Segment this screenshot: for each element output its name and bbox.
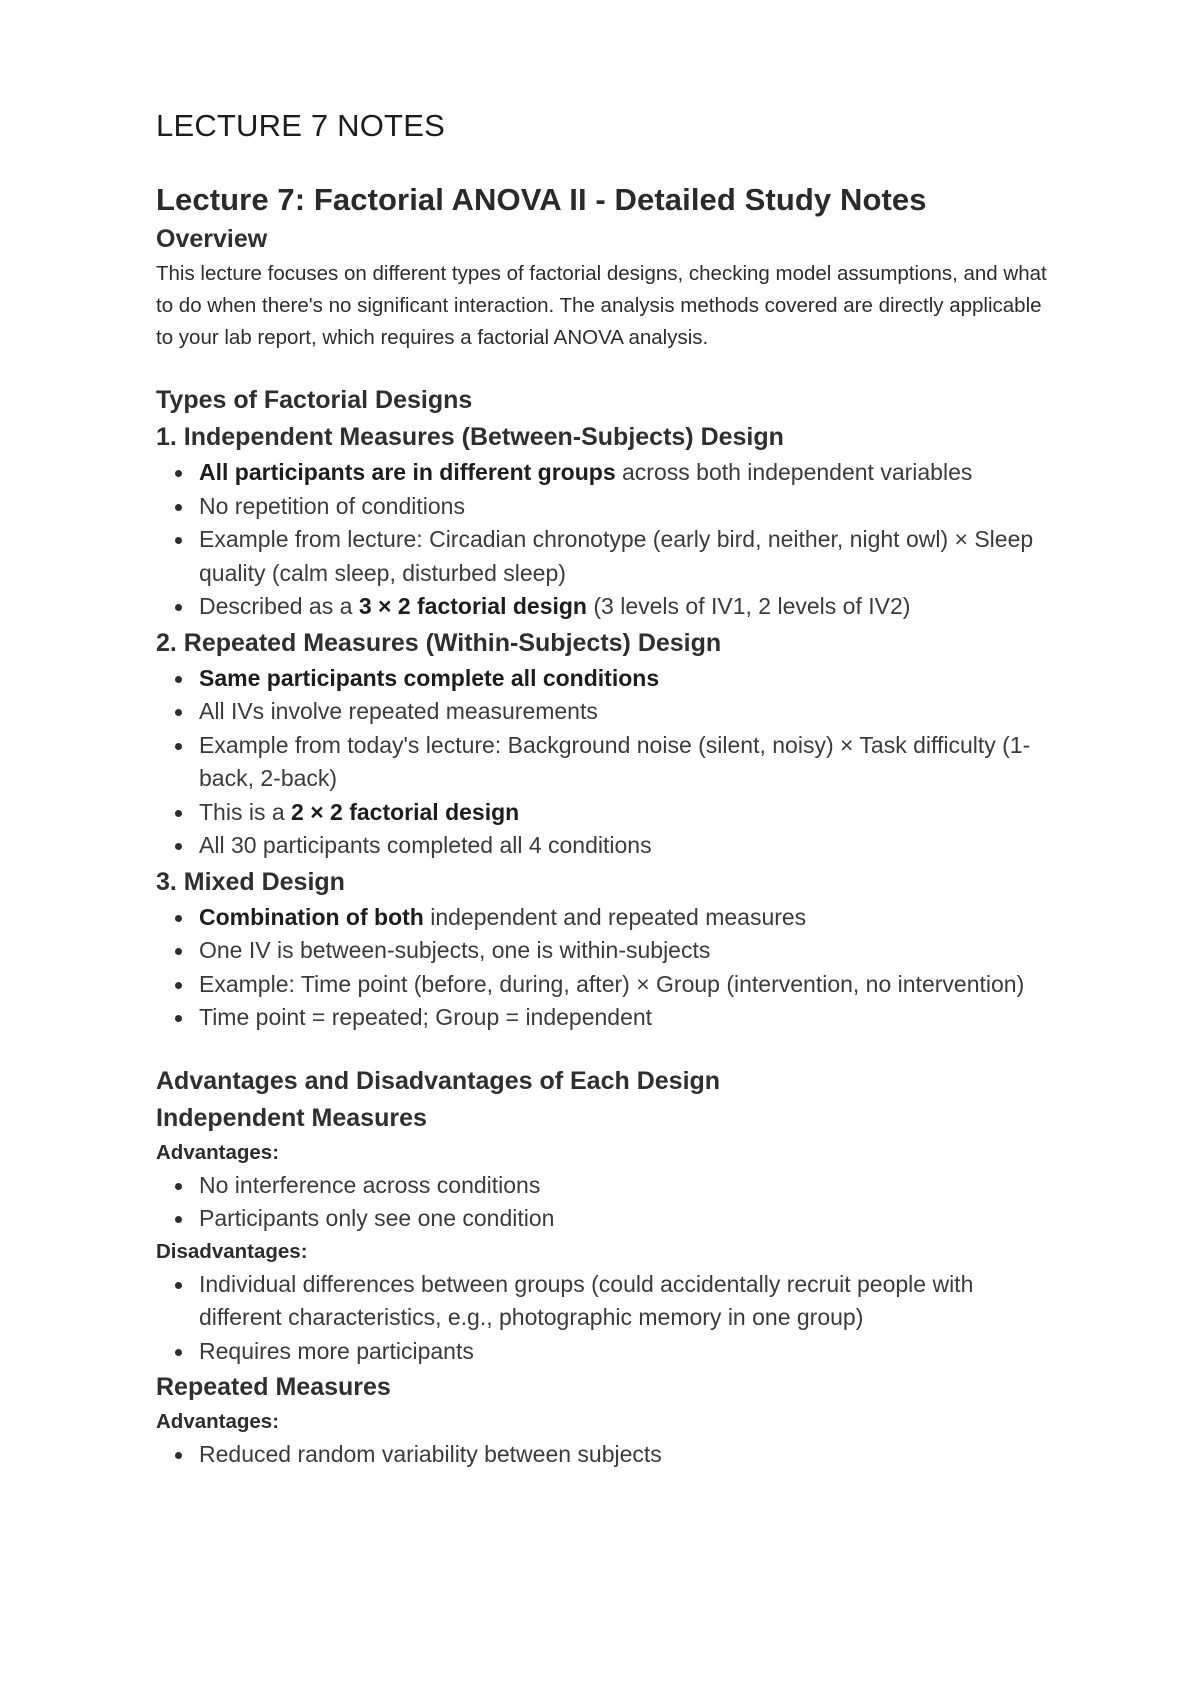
list-item xyxy=(199,662,1056,696)
list-item-text: independent and repeated measures xyxy=(423,903,807,930)
document-title: LECTURE 7 NOTES xyxy=(156,108,445,143)
repeated-design-heading: 2. Repeated Measures (Within-Subjects) Design xyxy=(156,628,722,657)
independent-design-list xyxy=(156,456,1056,624)
list-item xyxy=(199,901,1056,935)
list-item: Reduced random variability between subjects xyxy=(199,1438,1056,1472)
types-heading: Types of Factorial Designs xyxy=(156,386,473,414)
list-item: Example: Time point (before, during, after) × Group (intervention, no intervention) xyxy=(199,968,1056,1002)
mixed-design-heading: 3. Mixed Design xyxy=(156,867,345,896)
overview-heading: Overview xyxy=(156,225,268,253)
lecture-heading: Lecture 7: Factorial ANOVA II - Detailed Study Notes xyxy=(156,182,927,217)
advantages-label: Advantages: xyxy=(156,1410,280,1433)
document-content xyxy=(156,180,1056,1472)
independent-disadvantages-list xyxy=(156,1268,1056,1369)
independent-measures-heading: Independent Measures xyxy=(156,1103,427,1132)
independent-advantages-list xyxy=(156,1169,1056,1236)
list-item: All 30 participants completed all 4 conditions xyxy=(199,829,1056,863)
list-item-text: Described as a xyxy=(199,593,359,619)
independent-design-heading: 1. Independent Measures (Between-Subjects) Design xyxy=(156,423,784,451)
list-item xyxy=(199,456,1056,490)
list-item-text: across both independent variables xyxy=(615,459,973,485)
list-item: All IVs involve repeated measurements xyxy=(199,695,1056,729)
disadvantages-label: Disadvantages: xyxy=(156,1239,308,1263)
list-item-text: (3 levels of IV1, 2 levels of IV2) xyxy=(586,593,911,619)
advantages-label: Advantages: xyxy=(156,1140,280,1164)
mixed-design-list xyxy=(156,901,1056,1035)
overview-text: This lecture focuses on different types of factorial designs, checking model assumptions, and what to do when there's no significant interaction. The analysis methods covered are directly applicable to your lab report, which requires a factorial ANOVA analysis. xyxy=(156,262,1047,349)
advantages-heading: Advantages and Disadvantages of Each Design xyxy=(156,1066,721,1095)
list-item: Participants only see one condition xyxy=(199,1202,1056,1236)
repeated-measures-heading: Repeated Measures xyxy=(156,1373,391,1401)
list-item-bold: 2 × 2 factorial design xyxy=(291,798,520,825)
list-item: Example from today's lecture: Background noise (silent, noisy) × Task difficulty (1-back, 2-back) xyxy=(199,729,1056,796)
list-item: No interference across conditions xyxy=(199,1169,1056,1203)
list-item: Individual differences between groups (could accidentally recruit people with different characteristics, e.g., photographic memory in one group) xyxy=(199,1268,1056,1335)
list-item-bold: Combination of both xyxy=(199,903,424,930)
repeated-advantages-list xyxy=(156,1438,1056,1472)
list-item-bold: 3 × 2 factorial design xyxy=(358,593,587,619)
list-item-bold: Same participants complete all conditions xyxy=(199,664,660,691)
list-item-bold: All participants are in different groups xyxy=(199,459,616,485)
repeated-design-list xyxy=(156,662,1056,863)
list-item: Time point = repeated; Group = independent xyxy=(199,1001,1056,1035)
list-item xyxy=(199,590,1056,624)
list-item: Example from lecture: Circadian chronotype (early bird, neither, night owl) × Sleep quality (calm sleep, disturbed sleep) xyxy=(199,523,1056,590)
list-item: No repetition of conditions xyxy=(199,490,1056,524)
list-item: One IV is between-subjects, one is within-subjects xyxy=(199,934,1056,968)
list-item-text: This is a xyxy=(199,798,292,825)
list-item xyxy=(199,796,1056,830)
list-item: Requires more participants xyxy=(199,1335,1056,1369)
